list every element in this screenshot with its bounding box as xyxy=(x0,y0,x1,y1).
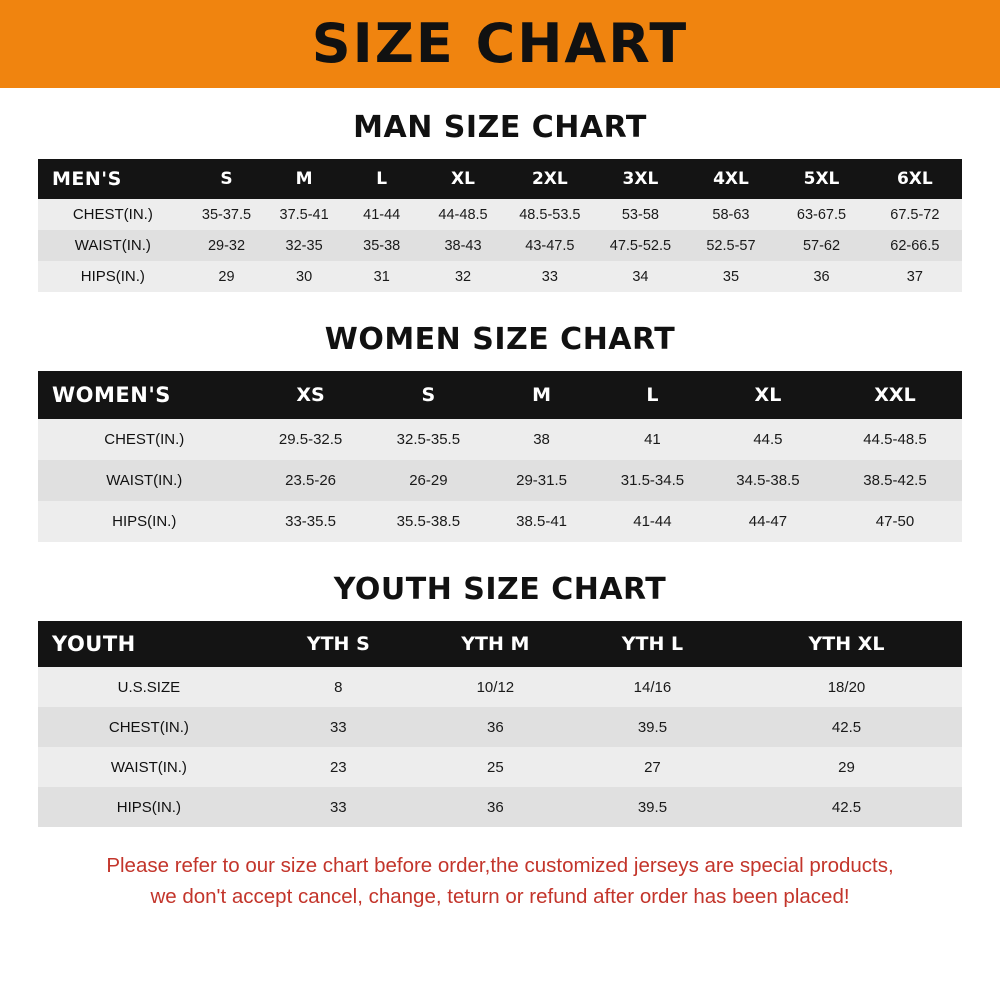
table-cell: 36 xyxy=(417,707,574,747)
table-cell: 29.5-32.5 xyxy=(251,419,371,460)
table-row xyxy=(38,707,962,747)
column-header: XL xyxy=(451,169,475,189)
table-cell: 33 xyxy=(506,261,595,292)
column-header: 3XL xyxy=(622,169,659,189)
column-header: XL xyxy=(754,384,782,406)
table-cell: 38 xyxy=(486,419,597,460)
table-cell: 37.5-41 xyxy=(265,199,343,230)
table-cell: 32.5-35.5 xyxy=(371,419,487,460)
column-header: XXL xyxy=(874,384,916,406)
table-cell: 33 xyxy=(260,707,417,747)
table-cell: 29 xyxy=(731,747,962,787)
table-cell: 41 xyxy=(597,419,708,460)
column-header: YOUTH xyxy=(52,632,136,656)
table-cell: 35.5-38.5 xyxy=(371,501,487,542)
column-header: YTH M xyxy=(461,633,530,655)
table-cell: 25 xyxy=(417,747,574,787)
row-label: CHEST(IN.) xyxy=(38,419,251,460)
table-row xyxy=(38,199,962,230)
table-row xyxy=(38,460,962,501)
table-cell: 23 xyxy=(260,747,417,787)
table-header-row xyxy=(38,371,962,419)
table-cell: 47-50 xyxy=(828,501,962,542)
table-cell: 63-67.5 xyxy=(775,199,867,230)
table-cell: 47.5-52.5 xyxy=(594,230,686,261)
table-cell: 18/20 xyxy=(731,667,962,707)
table-row xyxy=(38,787,962,827)
row-label: WAIST(IN.) xyxy=(38,747,260,787)
section-title-youth: YOUTH SIZE CHART xyxy=(333,572,667,607)
row-label: CHEST(IN.) xyxy=(38,199,188,230)
youth-size-table xyxy=(38,621,962,827)
table-cell: 10/12 xyxy=(417,667,574,707)
table-cell: 14/16 xyxy=(574,667,731,707)
table-cell: 38.5-42.5 xyxy=(828,460,962,501)
row-label: WAIST(IN.) xyxy=(38,460,251,501)
table-cell: 26-29 xyxy=(371,460,487,501)
section-title-men: MAN SIZE CHART xyxy=(353,110,647,145)
row-label: HIPS(IN.) xyxy=(38,501,251,542)
table-header-row xyxy=(38,159,962,199)
page-title: SIZE CHART xyxy=(311,12,689,75)
column-header: 5XL xyxy=(803,169,840,189)
column-header: L xyxy=(646,384,659,406)
men-table-wrapper xyxy=(38,159,962,292)
table-cell: 42.5 xyxy=(731,787,962,827)
table-cell: 44-47 xyxy=(708,501,828,542)
table-cell: 35-38 xyxy=(343,230,421,261)
row-label: HIPS(IN.) xyxy=(38,787,260,827)
table-cell: 44.5-48.5 xyxy=(828,419,962,460)
table-cell: 48.5-53.5 xyxy=(506,199,595,230)
column-header: YTH S xyxy=(306,633,370,655)
table-cell: 35 xyxy=(687,261,776,292)
table-cell: 36 xyxy=(417,787,574,827)
column-header: YTH L xyxy=(621,633,684,655)
table-cell: 32 xyxy=(421,261,506,292)
women-size-table xyxy=(38,371,962,542)
column-header: S xyxy=(220,169,233,189)
table-cell: 33 xyxy=(260,787,417,827)
footer-note-line-1: Please refer to our size chart before order,the customized jerseys are special products, xyxy=(106,854,894,877)
table-header-row xyxy=(38,621,962,667)
column-header: MEN'S xyxy=(52,168,122,190)
table-cell: 52.5-57 xyxy=(687,230,776,261)
table-cell: 8 xyxy=(260,667,417,707)
table-cell: 29-32 xyxy=(188,230,266,261)
column-header: L xyxy=(376,169,388,189)
table-cell: 29-31.5 xyxy=(486,460,597,501)
table-cell: 30 xyxy=(265,261,343,292)
table-cell: 42.5 xyxy=(731,707,962,747)
table-cell: 57-62 xyxy=(775,230,867,261)
column-header: XS xyxy=(296,384,325,406)
table-cell: 37 xyxy=(868,261,962,292)
table-row xyxy=(38,419,962,460)
section-title-women: WOMEN SIZE CHART xyxy=(324,322,676,357)
table-cell: 38.5-41 xyxy=(486,501,597,542)
row-label: WAIST(IN.) xyxy=(38,230,188,261)
table-cell: 32-35 xyxy=(265,230,343,261)
table-cell: 29 xyxy=(188,261,266,292)
row-label: HIPS(IN.) xyxy=(38,261,188,292)
table-cell: 41-44 xyxy=(343,199,421,230)
table-cell: 23.5-26 xyxy=(251,460,371,501)
table-cell: 44-48.5 xyxy=(421,199,506,230)
table-cell: 58-63 xyxy=(687,199,776,230)
table-cell: 34 xyxy=(594,261,686,292)
column-header: M xyxy=(532,384,552,406)
women-table-wrapper xyxy=(38,371,962,542)
men-size-table xyxy=(38,159,962,292)
table-cell: 43-47.5 xyxy=(506,230,595,261)
column-header: 2XL xyxy=(531,169,568,189)
table-row xyxy=(38,261,962,292)
table-cell: 62-66.5 xyxy=(868,230,962,261)
column-header: 4XL xyxy=(713,169,749,189)
table-row xyxy=(38,501,962,542)
row-label: U.S.SIZE xyxy=(38,667,260,707)
table-cell: 35-37.5 xyxy=(188,199,266,230)
table-row xyxy=(38,747,962,787)
page-banner xyxy=(0,0,1000,88)
table-cell: 39.5 xyxy=(574,787,731,827)
column-header: 6XL xyxy=(896,169,933,189)
table-cell: 41-44 xyxy=(597,501,708,542)
table-cell: 31.5-34.5 xyxy=(597,460,708,501)
table-cell: 34.5-38.5 xyxy=(708,460,828,501)
row-label: CHEST(IN.) xyxy=(38,707,260,747)
column-header: M xyxy=(295,169,313,189)
column-header: YTH XL xyxy=(808,633,885,655)
footer-note xyxy=(18,851,982,913)
table-cell: 67.5-72 xyxy=(868,199,962,230)
column-header: WOMEN'S xyxy=(52,383,171,407)
table-cell: 36 xyxy=(775,261,867,292)
table-row xyxy=(38,667,962,707)
footer-note-line-2: we don't accept cancel, change, teturn or refund after order has been placed! xyxy=(150,884,850,908)
table-cell: 39.5 xyxy=(574,707,731,747)
table-cell: 53-58 xyxy=(594,199,686,230)
table-cell: 44.5 xyxy=(708,419,828,460)
table-row xyxy=(38,230,962,261)
table-cell: 27 xyxy=(574,747,731,787)
table-cell: 38-43 xyxy=(421,230,506,261)
column-header: S xyxy=(421,384,436,406)
table-cell: 33-35.5 xyxy=(251,501,371,542)
table-cell: 31 xyxy=(343,261,421,292)
youth-table-wrapper xyxy=(38,621,962,827)
